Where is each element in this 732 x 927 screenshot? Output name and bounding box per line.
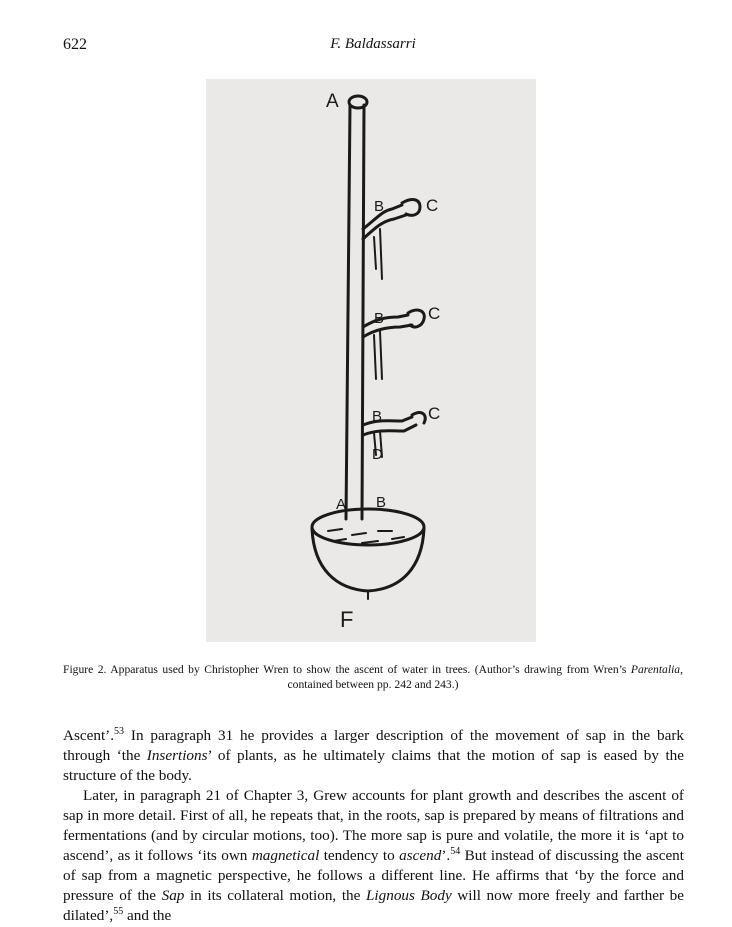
italic-run: ascend bbox=[399, 847, 442, 864]
label-a-top: A bbox=[326, 91, 339, 112]
paragraph-2 bbox=[63, 786, 684, 926]
footnote-ref-54[interactable]: 54 bbox=[450, 846, 461, 857]
page-number: 622 bbox=[63, 36, 87, 53]
label-b3: B bbox=[372, 408, 383, 425]
text-run: in its collateral motion, the bbox=[184, 887, 366, 904]
caption-suffix: , contained between pp. 242 and 243.) bbox=[287, 663, 683, 691]
figure-caption bbox=[63, 662, 683, 692]
footnote-ref-53[interactable]: 53 bbox=[114, 726, 125, 737]
text-run: tendency to bbox=[319, 847, 400, 864]
label-b2: B bbox=[374, 310, 385, 327]
pot-rim bbox=[312, 509, 424, 545]
wren-apparatus-drawing bbox=[206, 79, 536, 642]
label-c1: C bbox=[426, 196, 439, 215]
text-run: But instead of discussing the ascent of sap from a magnetic perspective, he follows a different line. He affirms that ‘by the force and pressure of the bbox=[63, 847, 685, 904]
tube-top-opening bbox=[349, 96, 367, 108]
text-run: ’ of plants, as he ultimately claims that the motion of sap is eased by the structure of the body. bbox=[63, 747, 684, 784]
label-d: D bbox=[372, 446, 383, 463]
label-a-bottom: A bbox=[336, 496, 347, 513]
text-run: and the bbox=[123, 907, 172, 924]
caption-italic-title: Parentalia bbox=[630, 663, 681, 676]
text-run: Ascent’. bbox=[63, 727, 115, 744]
text-run: In paragraph 31 he provides a larger description of the movement of sap in the bark through ‘the bbox=[63, 727, 684, 764]
italic-run: magnetical bbox=[251, 847, 320, 864]
label-c3: C bbox=[428, 404, 441, 423]
paragraph-1 bbox=[63, 726, 684, 786]
caption-prefix: Figure 2. Apparatus used by Christopher Wren to show the ascent of water in trees. (Author’s drawing from Wren’s bbox=[63, 663, 631, 676]
text-run: Later, in paragraph 21 of Chapter 3, Grew accounts for plant growth and describes the ascent of sap in more detail. First of all, he repeats that, in the roots, sap is prepared by means of filtrations and fermentations (and by circular motions, too). The more sap is pure and volatile, the more it is ‘apt to ascend’, as it follows ‘its own bbox=[63, 787, 684, 864]
page-header bbox=[63, 36, 683, 56]
main-tube-left bbox=[346, 105, 350, 519]
label-c2: C bbox=[428, 304, 441, 323]
text-run: ’. bbox=[441, 847, 451, 864]
italic-run: Insertions bbox=[146, 747, 208, 764]
italic-run: Sap bbox=[161, 887, 185, 904]
label-f: F bbox=[340, 607, 354, 632]
main-tube-right bbox=[362, 105, 364, 519]
running-head: F. Baldassarri bbox=[330, 36, 416, 52]
figure-image bbox=[206, 79, 536, 642]
body-text bbox=[63, 726, 684, 926]
label-b-bottom: B bbox=[376, 494, 387, 511]
text-run: will now more freely and farther be dilated’, bbox=[63, 887, 684, 924]
footnote-ref-55[interactable]: 55 bbox=[113, 906, 124, 917]
label-b1: B bbox=[374, 198, 385, 215]
italic-run: Lignous Body bbox=[365, 887, 452, 904]
